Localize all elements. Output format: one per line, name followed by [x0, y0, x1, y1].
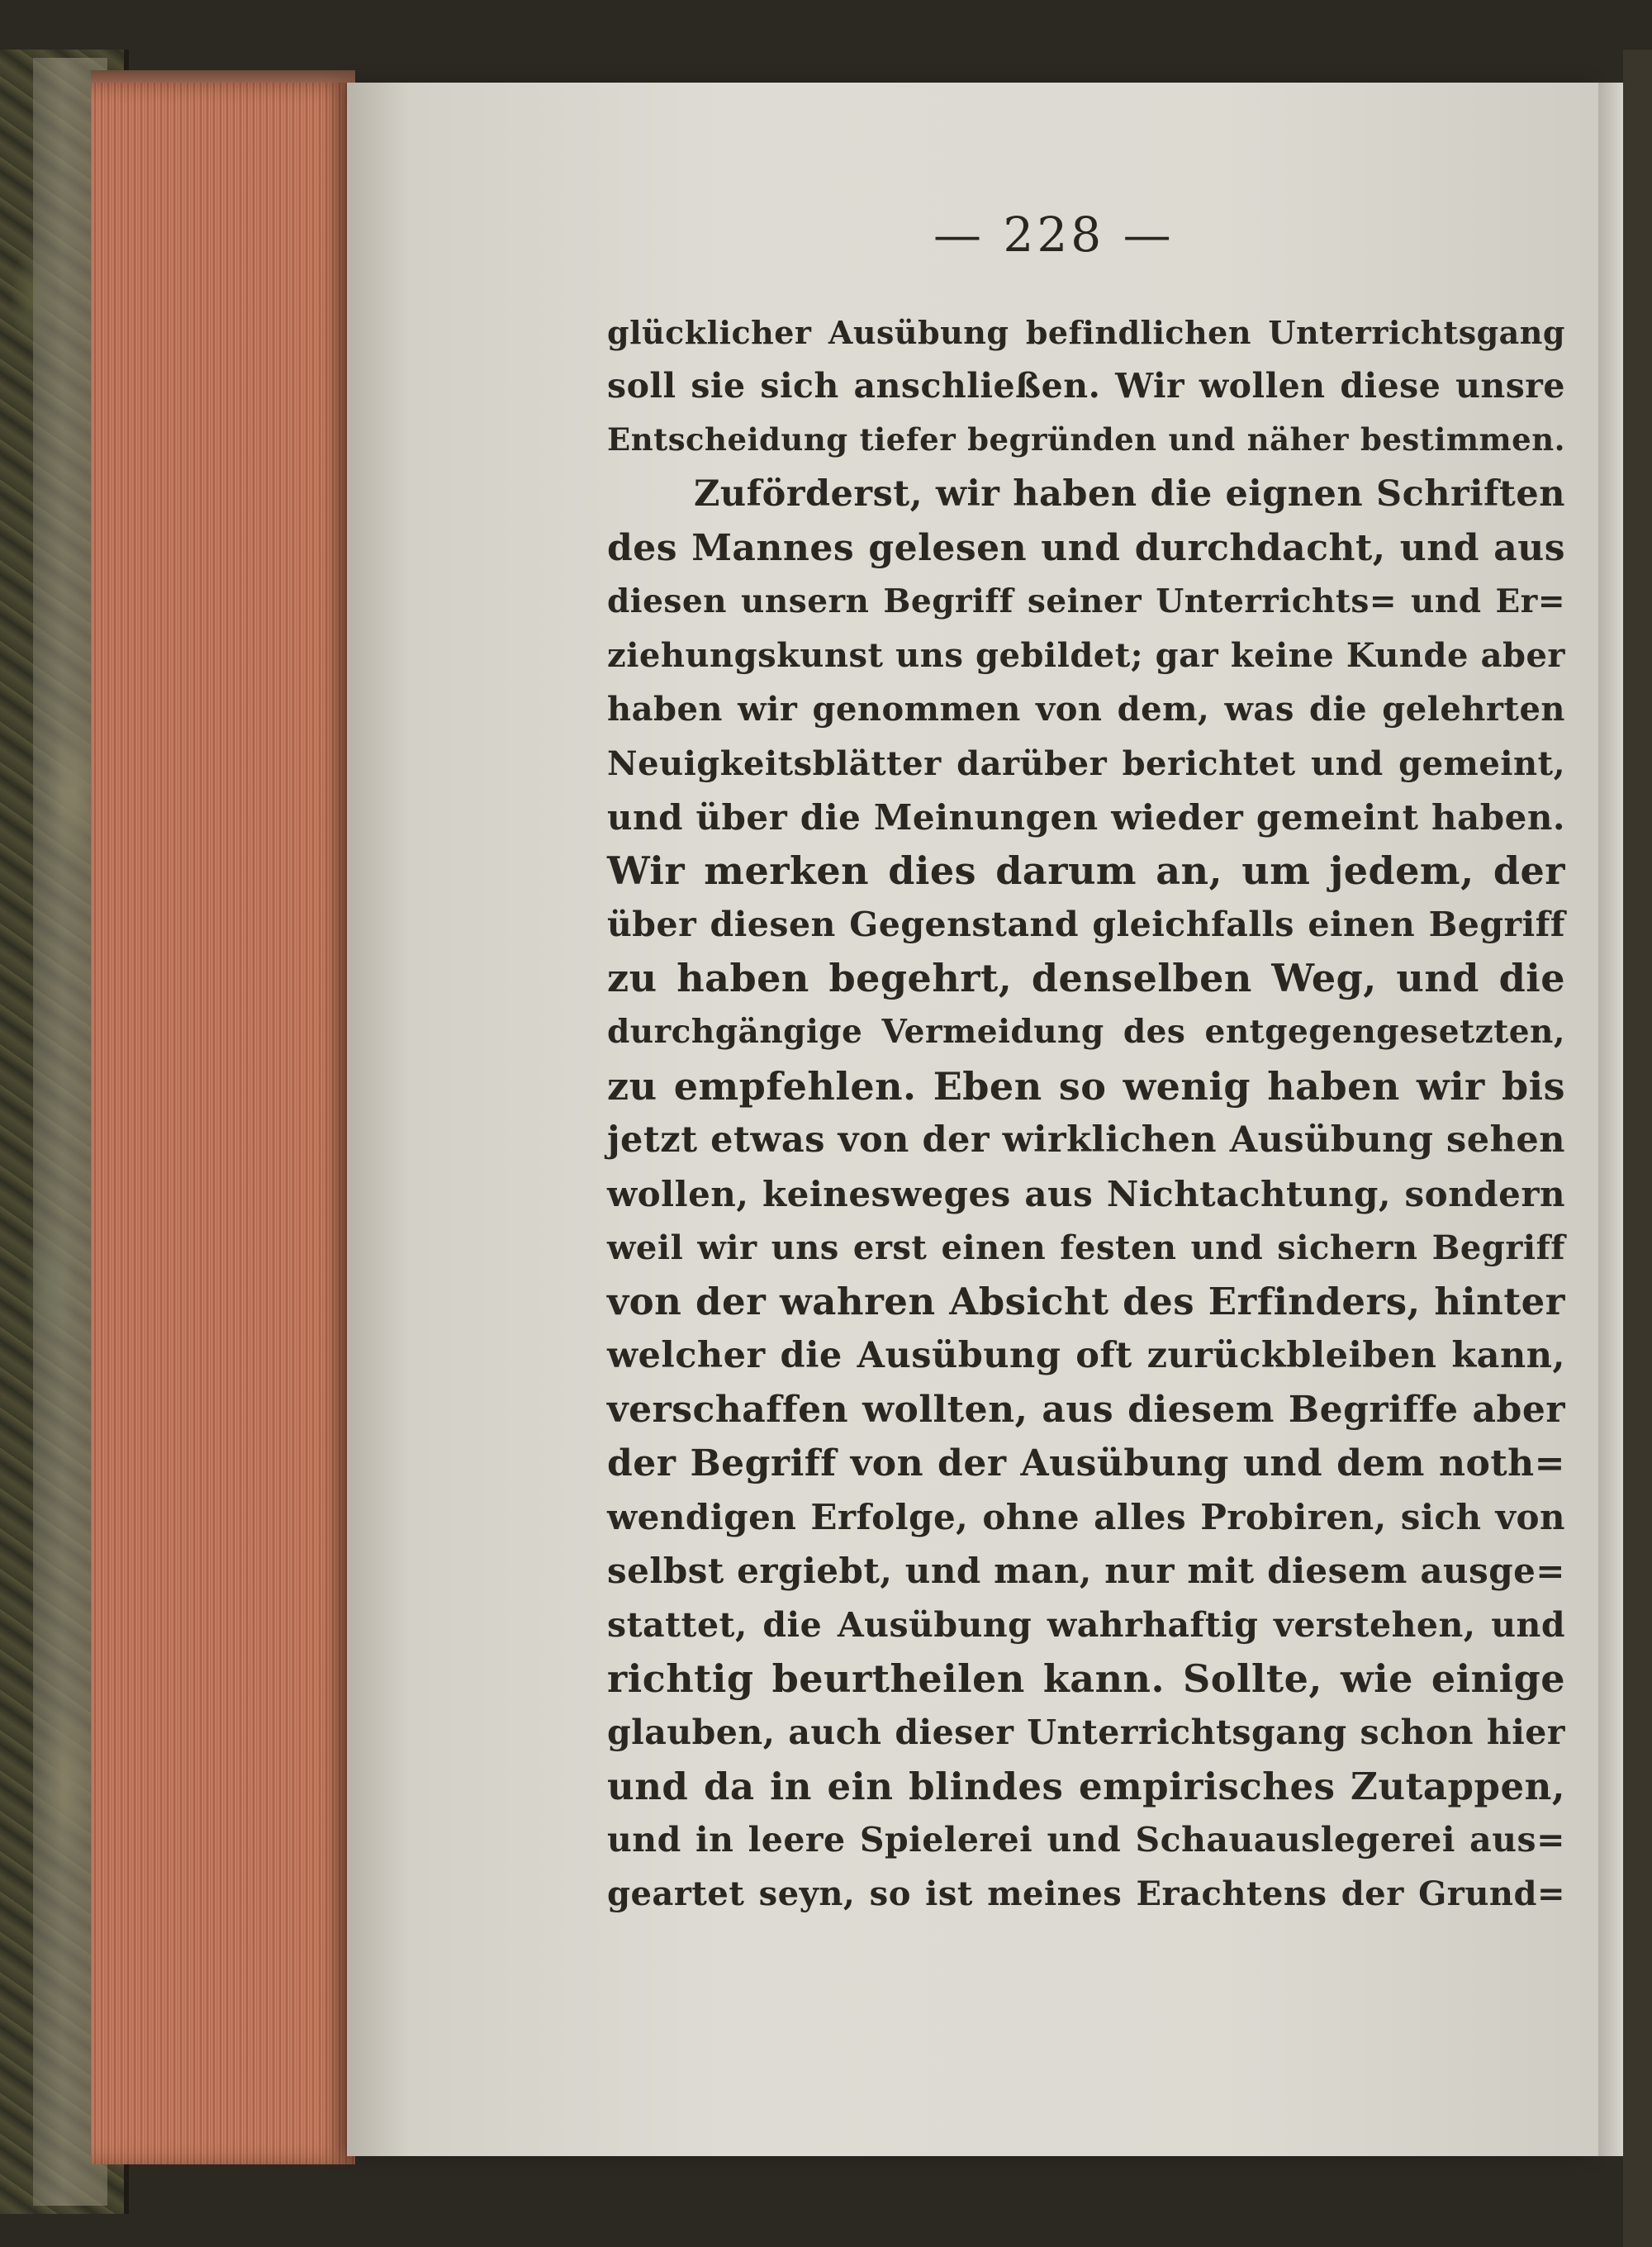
text-line: wendigen Erfolge, ohne alles Probiren, sich von — [607, 1497, 1565, 1538]
text-line: und da in ein blindes empirisches Zutappen, — [607, 1765, 1565, 1809]
text-line: und in leere Spielerei und Schauauslegerei aus= — [607, 1820, 1565, 1860]
text-line: des Mannes gelesen und durchdacht, und aus — [607, 526, 1565, 569]
text-line: geartet seyn, so ist meines Erachtens der Grund= — [607, 1874, 1565, 1914]
text-line: weil wir uns erst einen festen und sichern Begriff — [607, 1228, 1565, 1268]
page-fore-edge — [91, 83, 355, 2164]
text-line: durchgängige Vermeidung des entgegengesetzten, — [607, 1013, 1565, 1052]
text-line: richtig beurtheilen kann. Sollte, wie einige — [607, 1656, 1565, 1701]
text-line: wollen, keinesweges aus Nichtachtung, sondern — [607, 1174, 1565, 1214]
body-text — [607, 306, 1565, 1922]
text-line: diesen unsern Begriff seiner Unterrichts= und Er= — [607, 582, 1565, 620]
text-line: verschaffen wollten, aus diesem Begriffe aber — [607, 1388, 1565, 1431]
text-line: stattet, die Ausübung wahrhaftig verstehen, und — [607, 1604, 1565, 1645]
text-line: Wir merken dies darum an, um jedem, der — [607, 848, 1565, 893]
right-page-strip — [1598, 83, 1623, 2156]
text-line: selbst ergiebt, und man, nur mit diesem ausge= — [607, 1551, 1565, 1592]
page-number-header: — 228 — — [933, 207, 1175, 263]
text-line: welcher die Ausübung oft zurückbleiben kann, — [607, 1334, 1565, 1376]
text-line: Entscheidung tiefer begründen und näher bestimmen. — [607, 421, 1565, 458]
text-line: glauben, auch dieser Unterrichtsgang schon hier — [607, 1712, 1565, 1752]
text-line: zu haben begehrt, denselben Weg, und die — [607, 956, 1565, 1001]
text-line: glücklicher Ausübung befindlichen Unterrichtsgang — [607, 314, 1565, 351]
text-line: haben wir genommen von dem, was die gelehrten — [607, 690, 1565, 729]
text-line: der Begriff von der Ausübung und dem noth= — [607, 1442, 1565, 1485]
text-line: ziehungskunst uns gebildet; gar keine Kunde aber — [607, 636, 1565, 676]
text-line: und über die Meinungen wieder gemeint haben. — [607, 796, 1565, 838]
text-line: soll sie sich anschließen. Wir wollen diese unsre — [607, 366, 1565, 406]
right-cover — [1623, 50, 1652, 2247]
text-line: Neuigkeitsblätter darüber berichtet und gemeint, — [607, 743, 1565, 783]
text-line: zu empfehlen. Eben so wenig haben wir bis — [607, 1063, 1565, 1109]
text-line: Zuförderst, wir haben die eignen Schriften — [694, 473, 1565, 515]
text-line: von der wahren Absicht des Erfinders, hinter — [607, 1280, 1565, 1324]
text-line: über diesen Gegenstand gleichfalls einen Begriff — [607, 905, 1565, 945]
text-line: jetzt etwas von der wirklichen Ausübung sehen — [607, 1119, 1565, 1161]
